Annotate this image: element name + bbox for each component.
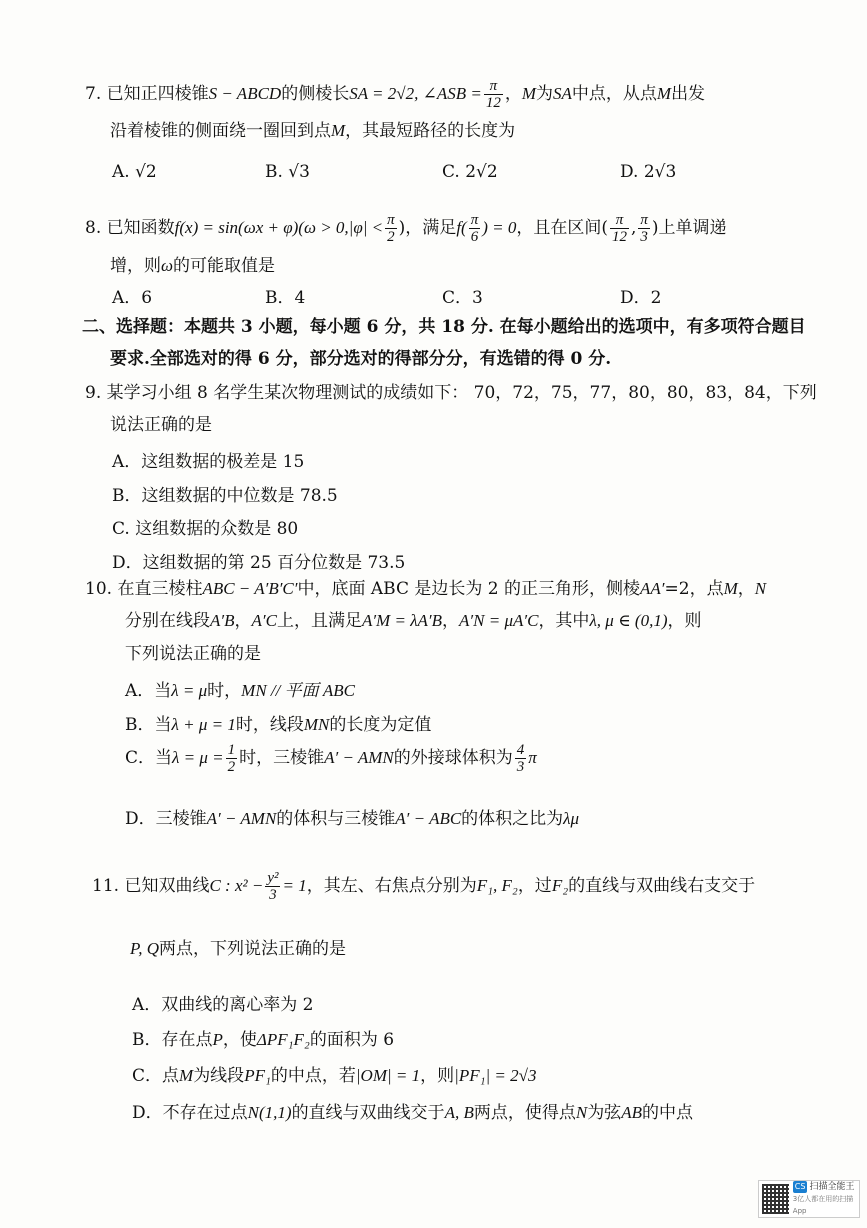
option-text: 的长度为定值 bbox=[329, 715, 432, 735]
frac-den: 3 bbox=[516, 759, 525, 775]
math-expr: A′N = μA′C bbox=[459, 611, 539, 630]
frac-den: 2 bbox=[227, 759, 236, 775]
math-expr: M bbox=[521, 84, 536, 103]
option-text: 两点，使得点 bbox=[473, 1103, 576, 1123]
math-expr: N bbox=[575, 1103, 588, 1122]
fraction bbox=[385, 212, 397, 245]
q11-text: ，其左、右焦点分别为 bbox=[306, 876, 477, 896]
punct: ， bbox=[737, 579, 755, 599]
q8-option-b[interactable]: B．4 bbox=[265, 288, 306, 308]
q11-option-b[interactable] bbox=[132, 1025, 394, 1050]
math-expr: S − ABCD bbox=[208, 84, 282, 103]
math-expr: f( bbox=[456, 218, 467, 237]
punct: ， bbox=[442, 611, 460, 631]
math-expr: AB bbox=[621, 1103, 642, 1122]
option-text: 的中点，若 bbox=[270, 1066, 356, 1086]
math-expr: AA′ bbox=[640, 579, 665, 598]
option-text: B．当 bbox=[125, 715, 172, 735]
q11-stem-line1 bbox=[92, 870, 755, 903]
q11-text: 已知双曲线 bbox=[124, 876, 210, 896]
q7-text: 为 bbox=[536, 84, 553, 104]
q10-text: ，则 bbox=[667, 611, 702, 631]
math-expr: ) = 0 bbox=[482, 218, 517, 237]
math-expr: |OM| = 1 bbox=[355, 1066, 421, 1085]
q8-text: 增，则 bbox=[110, 256, 161, 276]
fraction bbox=[226, 742, 238, 775]
option-text: A．当 bbox=[125, 681, 172, 701]
q11-text: 两点，下列说法正确的是 bbox=[158, 939, 346, 959]
q10-option-a[interactable] bbox=[125, 676, 355, 701]
q9-option-d[interactable]: D．这组数据的第 25 百分位数是 73.5 bbox=[112, 553, 406, 573]
q10-text: =2，点 bbox=[664, 579, 724, 599]
math-expr: M bbox=[179, 1066, 194, 1085]
q7-option-c[interactable]: C. 2√2 bbox=[442, 162, 498, 182]
option-text: C．点 bbox=[132, 1066, 180, 1086]
q8-stem-line1 bbox=[85, 212, 727, 245]
q11-option-a[interactable]: A．双曲线的离心率为 2 bbox=[132, 995, 314, 1015]
math-expr: A′B bbox=[210, 611, 235, 630]
question-number: 9. bbox=[85, 383, 102, 403]
question-number: 7. bbox=[85, 84, 102, 104]
math-expr: PF₁ bbox=[244, 1066, 271, 1085]
math-expr: N bbox=[754, 579, 767, 598]
q8-text: ，且在区间( bbox=[516, 218, 608, 238]
q7-stem-line2 bbox=[110, 120, 515, 142]
q8-stem-line2 bbox=[110, 255, 275, 277]
option-text: ，则 bbox=[420, 1066, 455, 1086]
option-text: 时，线段 bbox=[235, 715, 304, 735]
q10-text: ，其中 bbox=[538, 611, 590, 631]
frac-num: π bbox=[470, 212, 479, 228]
fraction bbox=[638, 212, 650, 245]
frac-den: 12 bbox=[612, 229, 627, 245]
math-expr: M bbox=[723, 579, 738, 598]
math-expr: |PF₁| = 2√3 bbox=[454, 1066, 537, 1085]
math-expr: π bbox=[528, 748, 537, 767]
q10-option-c[interactable] bbox=[125, 742, 537, 775]
math-expr: λμ bbox=[563, 809, 580, 828]
question-number: 10. bbox=[85, 579, 113, 599]
option-text: 时， bbox=[207, 681, 242, 701]
math-expr: N(1,1) bbox=[247, 1103, 292, 1122]
q7-text: ，其最短路径的长度为 bbox=[345, 121, 516, 141]
fraction bbox=[469, 212, 481, 245]
math-expr: MN // 平面 ABC bbox=[241, 681, 355, 700]
q9-option-c[interactable]: C. 这组数据的众数是 80 bbox=[112, 519, 299, 539]
math-expr: A′C bbox=[251, 611, 277, 630]
option-text: 为弦 bbox=[587, 1103, 622, 1123]
q10-stem-line1 bbox=[85, 578, 766, 600]
punct: ， bbox=[234, 611, 252, 631]
q8-text: 的可能取值是 bbox=[173, 256, 276, 276]
option-text: 时，三棱锥 bbox=[239, 748, 325, 768]
math-expr: M bbox=[656, 84, 672, 103]
q11-stem-line2 bbox=[130, 938, 346, 960]
math-expr: F₁, F₂ bbox=[476, 876, 518, 895]
fraction bbox=[484, 78, 503, 111]
q8-option-c[interactable]: C．3 bbox=[442, 288, 483, 308]
q10-stem-line2 bbox=[125, 610, 702, 632]
math-expr: f(x) = sin(ωx + φ)(ω > 0,|φ| < bbox=[174, 218, 384, 237]
frac-den: 6 bbox=[470, 229, 479, 245]
q10-text: 在直三棱柱 bbox=[117, 579, 203, 599]
question-number: 11. bbox=[92, 876, 120, 896]
fraction bbox=[265, 870, 280, 903]
q11-text: ，过 bbox=[517, 876, 552, 896]
q7-text: 中点，从点 bbox=[571, 84, 657, 104]
q10-option-b[interactable] bbox=[125, 710, 431, 735]
math-expr: λ, μ ∈ (0,1) bbox=[589, 611, 668, 630]
q7-text: 的侧棱长 bbox=[281, 84, 350, 104]
fraction bbox=[610, 212, 629, 245]
q7-stem-line1 bbox=[85, 78, 705, 111]
frac-num: π bbox=[610, 212, 629, 229]
math-expr: λ = μ = bbox=[172, 748, 224, 767]
math-expr: F₂ bbox=[551, 876, 569, 895]
section-header-cont: 要求.全部选对的得 6 分，部分选对的得部分分，有选错的得 0 分. bbox=[110, 349, 612, 369]
q8-option-d[interactable]: D．2 bbox=[620, 288, 662, 308]
option-text: ，使 bbox=[222, 1030, 257, 1050]
math-expr: M bbox=[331, 121, 346, 140]
frac-den: 2 bbox=[387, 229, 395, 245]
q9-stem-line2: 说法正确的是 bbox=[110, 415, 212, 435]
q8-option-a[interactable]: A．6 bbox=[112, 288, 153, 308]
q10-option-d[interactable] bbox=[125, 804, 579, 829]
question-number: 8. bbox=[85, 218, 102, 238]
frac-den: 3 bbox=[269, 887, 277, 903]
frac-num: 4 bbox=[516, 742, 525, 758]
watermark-title: 扫描全能王 bbox=[809, 1182, 855, 1192]
q8-text: 已知函数 bbox=[106, 218, 175, 238]
math-expr: λ = μ bbox=[171, 681, 208, 700]
qr-code-icon bbox=[762, 1184, 789, 1214]
q8-text: )，满足 bbox=[398, 218, 457, 238]
q7-option-d[interactable]: D. 2√3 bbox=[620, 162, 677, 182]
frac-den: 12 bbox=[485, 95, 501, 111]
watermark-subtitle: 3亿人都在用的扫描App bbox=[792, 1195, 854, 1215]
q10-text: 上，且满足 bbox=[276, 611, 362, 631]
math-expr: A′M = λA′B bbox=[361, 611, 443, 630]
q9-text: 某学习小组 8 名学生某次物理测试的成绩如下： 70，72，75，77，80，80，83，84，下列 bbox=[106, 383, 817, 403]
section-header: 二、选择题：本题共 3 小题，每小题 6 分，共 18 分. 在每小题给出的选项中，有多项符合题目 bbox=[82, 317, 806, 337]
q7-text: 已知正四棱锥 bbox=[106, 84, 209, 104]
scanner-watermark bbox=[758, 1180, 860, 1218]
math-expr: A, B bbox=[444, 1103, 474, 1122]
q7-option-b[interactable]: B. √3 bbox=[265, 162, 310, 182]
math-expr: A′ − AMN bbox=[324, 748, 394, 767]
option-text: D．不存在过点 bbox=[132, 1103, 248, 1123]
option-text: 的直线与双曲线交于 bbox=[291, 1103, 445, 1123]
frac-num: π bbox=[640, 212, 648, 228]
q9-option-b[interactable]: B．这组数据的中位数是 78.5 bbox=[112, 486, 338, 506]
option-text: 的体积与三棱锥 bbox=[276, 809, 396, 829]
option-text: 的面积为 6 bbox=[309, 1030, 395, 1050]
option-text: D．三棱锥 bbox=[125, 809, 207, 829]
frac-num: π bbox=[387, 212, 395, 228]
math-expr: ω bbox=[161, 256, 174, 275]
math-expr: P, Q bbox=[130, 939, 159, 958]
option-text: B．存在点 bbox=[132, 1030, 213, 1050]
math-expr: A′ − AMN bbox=[206, 809, 277, 828]
q10-stem-line3: 下列说法正确的是 bbox=[125, 644, 261, 664]
frac-num: 1 bbox=[227, 742, 236, 758]
math-expr: SA bbox=[553, 84, 572, 103]
q9-stem-line1 bbox=[85, 382, 817, 404]
q11-text: 的直线与双曲线右支交于 bbox=[568, 876, 756, 896]
punct: , bbox=[631, 218, 637, 238]
q8-text: )上单调递 bbox=[651, 218, 727, 238]
math-expr: MN bbox=[303, 715, 330, 734]
frac-num: y² bbox=[267, 870, 279, 886]
math-expr: = 1 bbox=[282, 876, 307, 895]
q11-option-c[interactable] bbox=[132, 1061, 536, 1086]
q7-text: 出发 bbox=[671, 84, 706, 104]
option-text: 为线段 bbox=[193, 1066, 245, 1086]
frac-num: π bbox=[484, 78, 503, 95]
q7-option-a[interactable]: A. √2 bbox=[112, 162, 157, 182]
q10-text: 中，底面 ABC 是边长为 2 的正三角形，侧棱 bbox=[297, 579, 641, 599]
fraction bbox=[515, 742, 527, 775]
option-text: C．当 bbox=[125, 748, 173, 768]
math-expr: λ + μ = 1 bbox=[171, 715, 236, 734]
option-text: 的体积之比为 bbox=[461, 809, 564, 829]
q9-option-a[interactable]: A．这组数据的极差是 15 bbox=[112, 452, 305, 472]
punct: ， bbox=[504, 84, 522, 104]
math-expr: SA = 2√2, ∠ASB = bbox=[349, 84, 482, 103]
math-expr: A′ − ABC bbox=[395, 809, 462, 828]
q11-option-d[interactable] bbox=[132, 1098, 693, 1123]
q10-text: 分别在线段 bbox=[125, 611, 210, 631]
math-expr: P bbox=[212, 1030, 223, 1049]
option-text: 的中点 bbox=[641, 1103, 693, 1123]
q7-text: 沿着棱锥的侧面绕一圈回到点 bbox=[110, 121, 331, 141]
math-expr: ΔPF₁F₂ bbox=[256, 1030, 310, 1049]
math-expr: C : x² − bbox=[209, 876, 264, 895]
watermark-text bbox=[793, 1181, 859, 1217]
frac-den: 3 bbox=[640, 229, 648, 245]
option-text: 的外接球体积为 bbox=[393, 748, 513, 768]
math-expr: ABC − A′B′C′ bbox=[202, 579, 298, 598]
camscanner-logo-icon: CS bbox=[794, 1182, 806, 1191]
